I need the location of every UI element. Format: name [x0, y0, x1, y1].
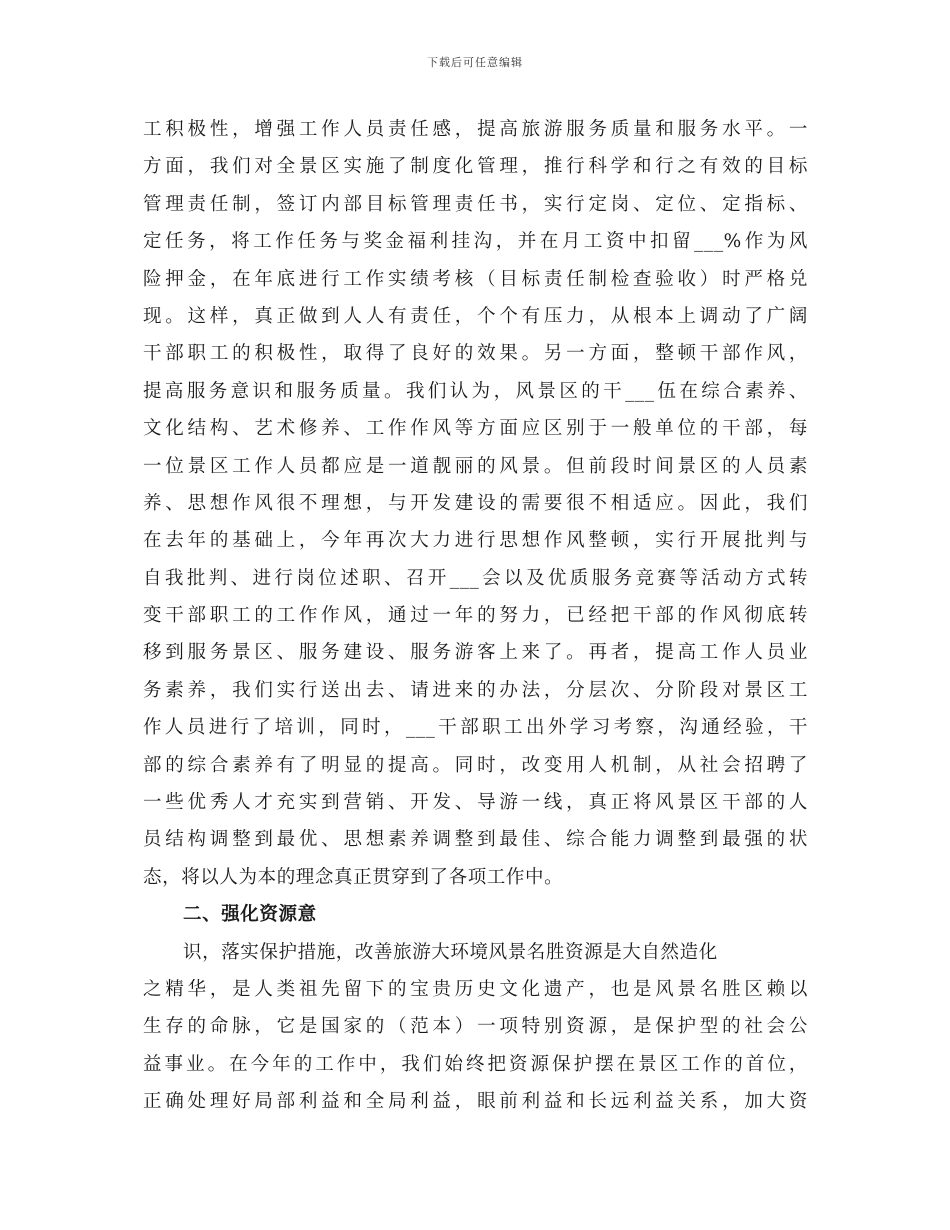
- body-line: 提高服务意识和服务质量。我们认为，风景区的干___伍在综合素养、: [143, 380, 808, 402]
- body-line: 自我批判、进行岗位述职、召开___会以及优质服务竞赛等活动方式转: [143, 567, 808, 589]
- body-line: 在去年的基础上，今年再次大力进行思想作风整顿，实行开展批判与: [143, 530, 808, 552]
- body-line: 生存的命脉，它是国家的（范本）一项特别资源，是保护型的社会公: [143, 1016, 808, 1038]
- body-line: 管理责任制，签订内部目标管理责任书，实行定岗、定位、定指标、: [143, 193, 808, 215]
- body-line: 养、思想作风很不理想，与开发建设的需要很不相适应。因此，我们: [143, 492, 808, 514]
- section-heading: 二、强化资源意: [183, 904, 317, 926]
- body-line: 文化结构、艺术修养、工作作风等方面应区别于一般单位的干部，每: [143, 418, 808, 440]
- body-line: 之精华，是人类祖先留下的宝贵历史文化遗产，也是风景名胜区赖以: [143, 978, 808, 1000]
- body-line: 工积极性，增强工作人员责任感，提高旅游服务质量和服务水平。一: [143, 119, 808, 140]
- body-line: 变干部职工的工作作风，通过一年的努力，已经把干部的作风彻底转: [143, 605, 808, 627]
- body-line-last: 态，将以人为本的理念真正贯穿到了各项工作中。: [143, 866, 564, 888]
- body-line: 险押金，在年底进行工作实绩考核（目标责任制检查验收）时严格兑: [143, 268, 808, 290]
- body-line: 正确处理好局部利益和全局利益，眼前利益和长远利益关系，加大资: [143, 1091, 808, 1113]
- body-line: 现。这样，真正做到人人有责任，个个有压力，从根本上调动了广阔: [143, 305, 808, 327]
- body-line: 一位景区工作人员都应是一道靓丽的风景。但前段时间景区的人员素: [143, 455, 808, 477]
- body-line: 作人员进行了培训，同时，___干部职工出外学习考察，沟通经验，干: [143, 717, 808, 739]
- body-line: 一些优秀人才充实到营销、开发、导游一线，真正将风景区干部的人: [143, 792, 808, 814]
- body-line: 定任务，将工作任务与奖金福利挂沟，并在月工资中扣留___%作为风: [143, 231, 808, 253]
- body-line: 移到服务景区、服务建设、服务游客上来了。再者，提高工作人员业: [143, 642, 808, 664]
- body-line: 务素养，我们实行送出去、请进来的办法，分层次、分阶段对景区工: [143, 679, 808, 701]
- body-line: 员结构调整到最优、思想素养调整到最佳、综合能力调整到最强的状: [143, 829, 808, 851]
- document-body: [143, 111, 808, 1121]
- page-header: 下载后可任意编辑: [427, 56, 523, 69]
- body-line: 干部职工的积极性，取得了良好的效果。另一方面，整顿干部作风，: [143, 343, 808, 365]
- body-line: 方面，我们对全景区实施了制度化管理，推行科学和行之有效的目标: [143, 156, 808, 178]
- body-line: 益事业。在今年的工作中，我们始终把资源保护摆在景区工作的首位，: [143, 1053, 808, 1075]
- body-line: 部的综合素养有了明显的提高。同时，改变用人机制，从社会招聘了: [143, 754, 808, 776]
- body-line-first: 识，落实保护措施，改善旅游大环境风景名胜资源是大自然造化: [183, 941, 718, 963]
